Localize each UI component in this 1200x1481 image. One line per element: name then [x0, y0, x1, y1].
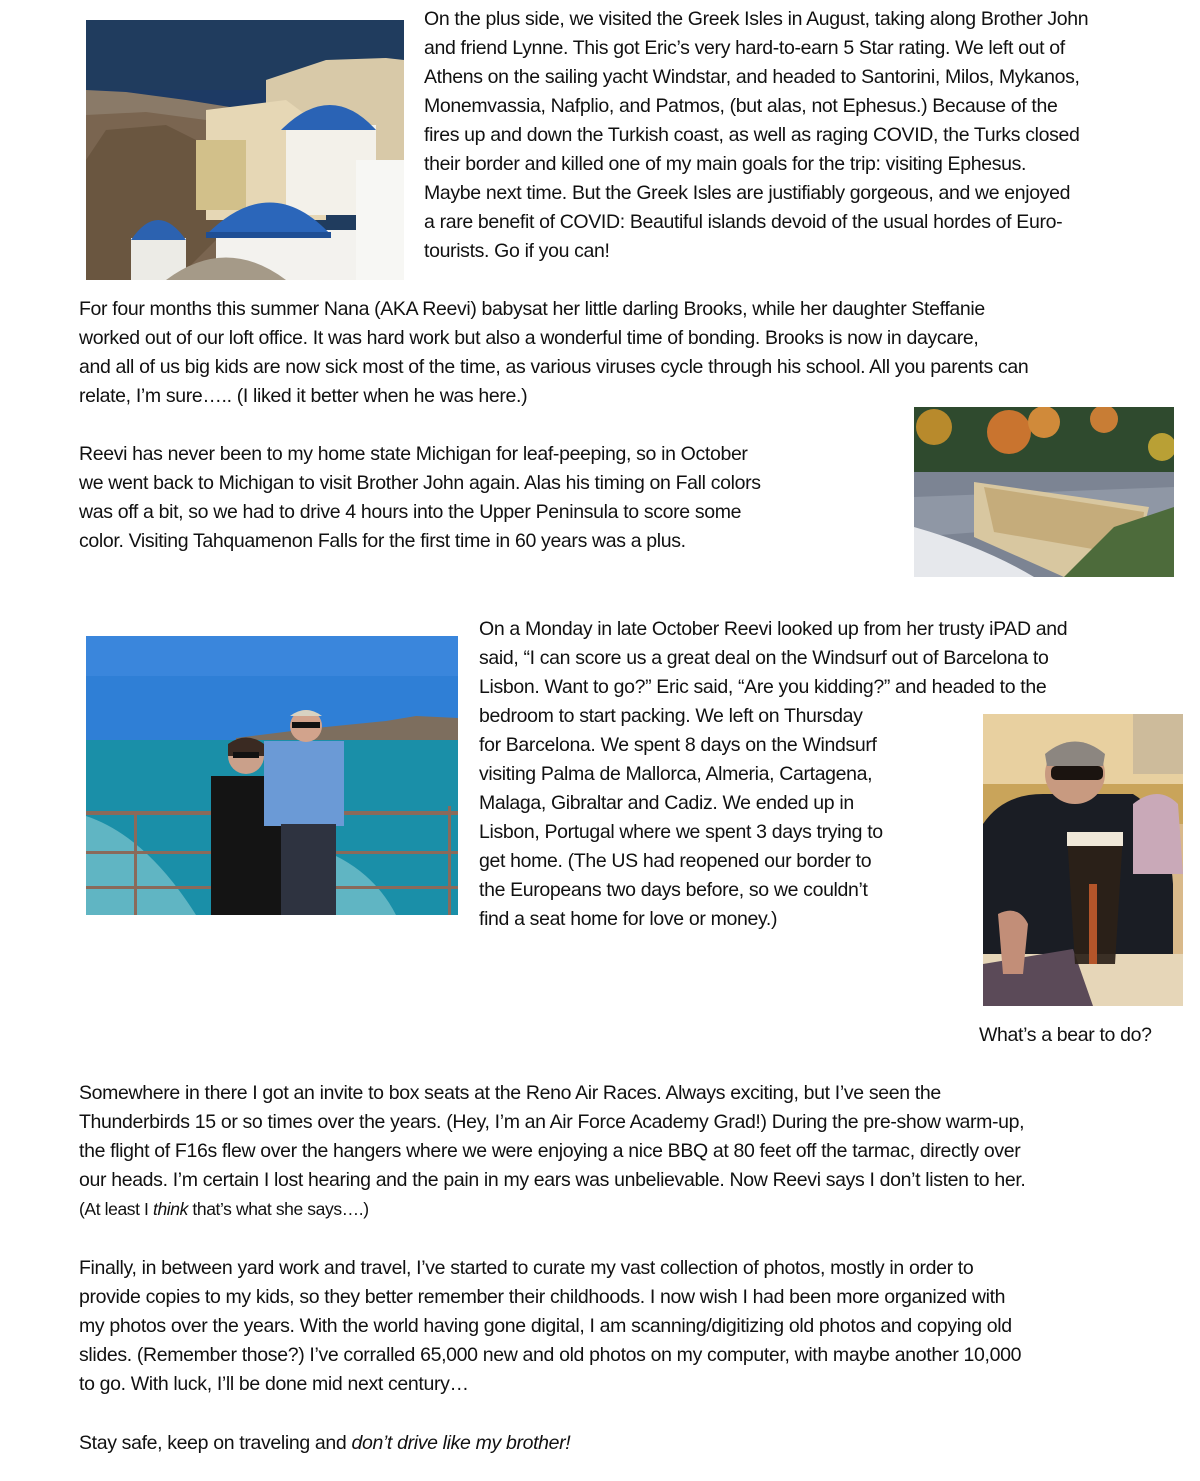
waterfall-image [914, 407, 1174, 577]
aside-prefix: (At least I [79, 1199, 153, 1219]
text-line: tourists. Go if you can! [424, 240, 610, 262]
text-line: said, “I can score us a great deal on the Windsurf out of Barcelona to [479, 647, 1049, 669]
text-line: For four months this summer Nana (AKA Reevi) babysat her little darling Brooks, while her daughter Steffanie [79, 298, 985, 320]
text-line: for Barcelona. We spent 8 days on the Windsurf [479, 734, 877, 756]
text-line: we went back to Michigan to visit Brother John again. Alas his timing on Fall colors [79, 472, 761, 494]
text-line: slides. (Remember those?) I’ve corralled 65,000 new and old photos on my computer, with maybe another 10,000 [79, 1344, 1022, 1366]
text-line: visiting Palma de Mallorca, Almeria, Cartagena, [479, 763, 873, 785]
closing-text [79, 1429, 570, 1458]
text-line: get home. (The US had reopened our border to [479, 850, 872, 872]
closing-prefix: Stay safe, keep on traveling and [79, 1432, 352, 1454]
ship-couple-photo [86, 636, 458, 915]
text-line: and friend Lynne. This got Eric’s very hard-to-earn 5 Star rating. We left out of [424, 37, 1065, 59]
text-line: Finally, in between yard work and travel, I’ve started to curate my vast collection of photos, mostly in order to [79, 1257, 974, 1279]
text-line: the flight of F16s flew over the hangers where we were enjoying a nice BBQ at 80 feet off the tarmac, directly over [79, 1140, 1021, 1162]
beer-photo-caption: What’s a bear to do? [979, 1024, 1152, 1046]
santorini-image [86, 20, 404, 280]
aside-suffix: that’s what she says….) [187, 1199, 369, 1219]
text-line: was off a bit, so we had to drive 4 hours into the Upper Peninsula to score some [79, 501, 742, 523]
babysitting-paragraph [79, 295, 1028, 411]
closing-line [79, 1429, 570, 1458]
beer-photo [983, 714, 1183, 1006]
text-line: relate, I’m sure….. (I liked it better when he was here.) [79, 385, 528, 407]
air-races-paragraph [79, 1079, 1026, 1224]
aside-italic: think [152, 1199, 188, 1219]
text-line: Monemvassia, Nafplio, and Patmos, (but alas, not Ephesus.) Because of the [424, 95, 1058, 117]
text-line: to go. With luck, I’ll be done mid next century… [79, 1373, 469, 1395]
text-line: our heads. I’m certain I lost hearing and the pain in my ears was unbelievable. Now Reevi says I don’t listen to her. [79, 1169, 1026, 1191]
text-line: Maybe next time. But the Greek Isles are justifiably gorgeous, and we enjoyed [424, 182, 1071, 204]
text-line: On a Monday in late October Reevi looked up from her trusty iPAD and [479, 618, 1068, 640]
text-line: Lisbon. Want to go?” Eric said, “Are you kidding?” and headed to the [479, 676, 1047, 698]
text-line: Athens on the sailing yacht Windstar, and headed to Santorini, Milos, Mykanos, [424, 66, 1080, 88]
beer-image [983, 714, 1183, 1006]
text-line: On the plus side, we visited the Greek Isles in August, taking along Brother John [424, 8, 1089, 30]
greek-isles-paragraph [424, 5, 1088, 266]
text-line: Reevi has never been to my home state Michigan for leaf-peeping, so in October [79, 443, 748, 465]
text-line: my photos over the years. With the world having gone digital, I am scanning/digitizing old photos and copying old [79, 1315, 1012, 1337]
text-line: the Europeans two days before, so we couldn’t [479, 879, 868, 901]
text-line: find a seat home for love or money.) [479, 908, 778, 930]
text-line: worked out of our loft office. It was hard work but also a wonderful time of bonding. Brooks is now in daycare, [79, 327, 979, 349]
text-line: Somewhere in there I got an invite to box seats at the Reno Air Races. Always exciting, but I’ve seen the [79, 1082, 941, 1104]
windsurf-paragraph-bottom [479, 702, 883, 934]
windsurf-paragraph-top [479, 615, 1067, 702]
text-line: provide copies to my kids, so they better remember their childhoods. I now wish I had been more organized with [79, 1286, 1006, 1308]
aside-line [79, 1195, 1026, 1224]
closing-italic: don’t drive like my brother! [351, 1432, 571, 1454]
ship-couple-image [86, 636, 458, 915]
photo-collection-paragraph [79, 1254, 1021, 1399]
text-line: their border and killed one of my main goals for the trip: visiting Ephesus. [424, 153, 1027, 175]
text-line: color. Visiting Tahquamenon Falls for the first time in 60 years was a plus. [79, 530, 686, 552]
waterfall-photo [914, 407, 1174, 577]
michigan-paragraph [79, 440, 761, 556]
text-line: and all of us big kids are now sick most of the time, as various viruses cycle through his school. All you parents can [79, 356, 1029, 378]
text-line: Lisbon, Portugal where we spent 3 days trying to [479, 821, 883, 843]
text-line: a rare benefit of COVID: Beautiful islands devoid of the usual hordes of Euro- [424, 211, 1063, 233]
text-line: Thunderbirds 15 or so times over the years. (Hey, I’m an Air Force Academy Grad!) During the pre-show warm-up, [79, 1111, 1025, 1133]
text-line: Malaga, Gibraltar and Cadiz. We ended up in [479, 792, 854, 814]
text-line: bedroom to start packing. We left on Thursday [479, 705, 863, 727]
text-line: fires up and down the Turkish coast, as well as raging COVID, the Turks closed [424, 124, 1080, 146]
santorini-photo [86, 20, 404, 280]
